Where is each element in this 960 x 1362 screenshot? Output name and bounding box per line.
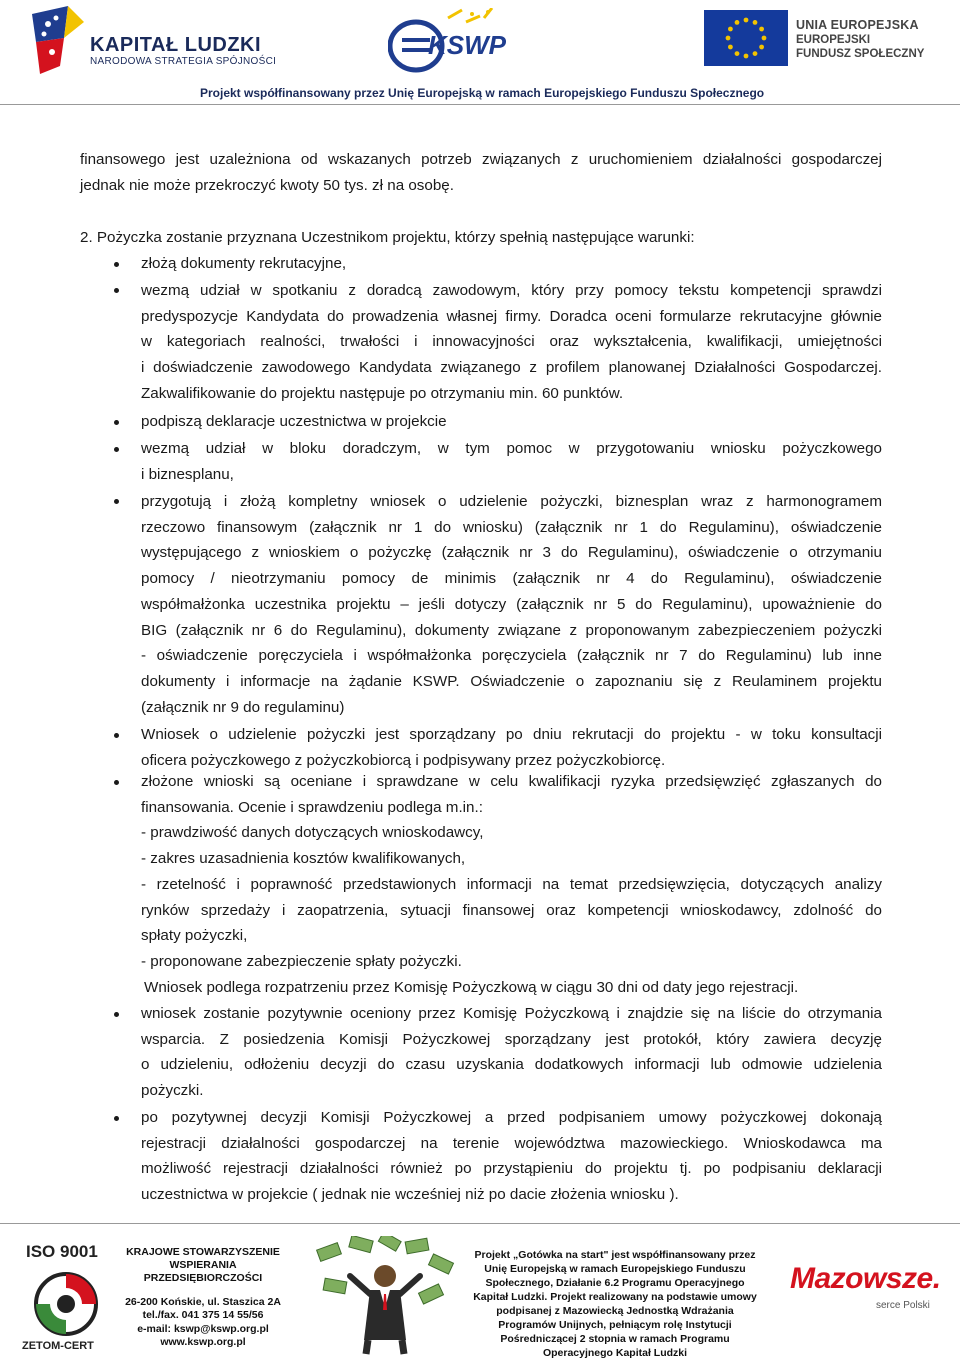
text-line: występującego z wnioskiem o pożyczkę (załącznik nr 3 do Regulaminu), oświadczenie o otrzymaniu xyxy=(141,544,882,562)
text-line: dokumenty i informacje na żądanie KSWP. Oświadczenie o zapoznaniu się z Reulaminem projektu xyxy=(141,672,882,690)
bullet-icon xyxy=(114,499,119,504)
text-line: Wniosek podlega rozpatrzeniu przez Komisję Pożyczkową w ciągu 30 dni od daty jego rejestracji. xyxy=(144,978,799,996)
zetom-emblem-icon xyxy=(28,1266,104,1338)
page-header xyxy=(0,0,960,108)
bullet-icon xyxy=(114,447,119,452)
eu-fund-line1: EUROPEJSKI xyxy=(796,34,871,46)
address-line: 26-200 Końskie, ul. Staszica 2A xyxy=(125,1296,281,1308)
mazowsze-tagline: serce Polski xyxy=(876,1300,930,1311)
point-2-heading xyxy=(80,225,882,251)
text-line: Wniosek o udzielenie pożyczki jest sporządzany po dniu rekrutacji do projektu - w toku konsultacji xyxy=(141,726,882,743)
bullet-icon xyxy=(114,780,119,785)
text-line: wsparcia. Z posiedzenia Komisji Pożyczkowej sporządzany jest protokół, który zawiera decyzję xyxy=(141,1030,882,1048)
eu-logo xyxy=(704,8,924,68)
text-line: złożą dokumenty rekrutacyjne, xyxy=(141,255,347,272)
text-line: predyspozycje Kandydata do prowadzenia własnej firmy. Doradca oceni formularze rekrutacyjne głównie xyxy=(141,307,882,325)
text-line: w kategoriach realności, trwałości i innowacyjności oraz wykształcenia, kwalifikacji, umiejętności xyxy=(141,333,882,351)
kapital-ludzki-subtitle: NARODOWA STRATEGIA SPÓJNOŚCI xyxy=(90,56,277,67)
project-line: Pośredniczącej 2 stopnia w ramach Programu xyxy=(500,1333,730,1345)
text-line: o udzieleniu, odłożeniu decyzji do czasu uzyskania dodatkowych informacji lub odmowie udzielenia xyxy=(141,1056,882,1074)
project-line: Projekt „Gotówka na start" jest współfinansowany przez xyxy=(474,1249,756,1261)
bullet-icon xyxy=(114,288,119,293)
footer-divider xyxy=(0,1223,960,1224)
money-rain-illustration xyxy=(310,1236,460,1356)
text-line: możliwość rejestracji działalności również po przystąpieniu do projektu tj. po podpisaniu deklaracji xyxy=(141,1160,882,1178)
condition-item-evaluation xyxy=(141,769,882,1000)
bullet-icon xyxy=(114,1012,119,1017)
condition-item-application xyxy=(141,489,882,720)
kswp-logo xyxy=(388,8,538,80)
mazowsze-name: Mazowsze. xyxy=(790,1262,941,1295)
condition-item-loan-application xyxy=(141,722,882,773)
text-line: podpiszą deklaracje uczestnictwa w projekcie xyxy=(141,413,447,430)
text-line: i biznesplanu, xyxy=(141,465,234,483)
condition-item-business-registration xyxy=(141,1105,882,1208)
org-line: WSPIERANIA xyxy=(169,1258,237,1271)
condition-item-documents xyxy=(141,251,882,277)
text-line: wniosek zostanie pozytywnie oceniony przez Komisję Pożyczkową i znajdzie się na liście do otrzymania xyxy=(141,1005,882,1022)
project-line: Kapitał Ludzki. Projekt realizowany na podstawie umowy xyxy=(473,1291,757,1303)
phone-line: tel./fax. 041 375 14 55/56 xyxy=(142,1309,264,1322)
org-line: PRZEDSIĘBIORCZOŚCI xyxy=(143,1271,263,1284)
eu-fund-line2: FUNDUSZ SPOŁECZNY xyxy=(796,48,925,60)
text-line: finansowego jest uzależniona od wskazanych potrzeb związanych z uruchomieniem działalności gospodarczej xyxy=(80,151,882,168)
text-line: współmałżonka uczestnika projektu – jeśli dotyczy (załącznik nr 5 do Regulaminu), upoważnienie do xyxy=(141,595,882,613)
bullet-icon xyxy=(114,733,119,738)
project-line: Operacyjnego Kapitał Ludzki xyxy=(542,1347,688,1359)
text-line: Zakwalifikowanie do projektu następuje po otrzymaniu min. 60 punktów. xyxy=(141,384,624,402)
bullet-icon xyxy=(114,262,119,267)
text-line: pożyczki. xyxy=(141,1082,204,1100)
project-line: Unię Europejską w ramach Europejskiego Funduszu xyxy=(484,1263,746,1275)
text-line: rejestracji działalności gospodarczej na terenie województwa mazowieckiego. Wnioskodawca ma xyxy=(141,1134,882,1152)
organization-contact xyxy=(118,1296,288,1350)
text-line: 2. Pożyczka zostanie przyznana Uczestnikom projektu, którzy spełnią następujące warunki: xyxy=(80,229,695,246)
text-line: rzeczowo finansowym (załącznik nr 1 do wniosku) (załącznik nr 1 do Regulaminu), oświadczenie xyxy=(141,518,882,536)
email-line: e-mail: kswp@kswp.org.pl xyxy=(137,1322,269,1335)
eu-flag-icon xyxy=(704,10,788,66)
text-line: BIG (załącznik nr 6 do Regulaminu), dokumenty związane z proponowanym zabezpieczeniem pożyczki xyxy=(141,621,882,639)
text-line: wezmą udział w spotkaniu z doradcą zawodowym, który przy pomocy tekstu kompetencji sprawdzi xyxy=(141,282,882,299)
cofinancing-text: Projekt współfinansowany przez Unię Europejską w ramach Europejskiego Funduszu Społecznego xyxy=(200,86,765,100)
condition-item-positive-review xyxy=(141,1001,882,1104)
bullet-icon xyxy=(114,1116,119,1121)
organization-name xyxy=(118,1246,288,1284)
text-line: finansowania. Ocenie i sprawdzeniu podlega m.in.: xyxy=(141,798,483,816)
iso-cert-name: ZETOM-CERT xyxy=(22,1340,94,1352)
header-divider xyxy=(0,104,960,105)
intro-paragraph xyxy=(80,147,882,198)
text-line: - oświadczenie poręczyciela i współmałżonka poręczyciela (załącznik nr 7 do Regulaminu) lub inne xyxy=(141,647,882,665)
text-line: rynków sprzedaży i zaopatrzenia, sytuacji finansowej oraz kompetencji wnioskodawcy, zdolność do xyxy=(141,901,882,919)
text-line: pomocy / nieotrzymaniu pomocy de minimis (załącznik nr 4 do Regulaminu), oświadczenie xyxy=(141,570,882,588)
text-line: i doświadczenie zawodowego Kandydata związanego z profilem planowanej Działalności Gospodarczej. xyxy=(141,359,882,377)
text-line: - zakres uzasadnienia kosztów kwalifikowanych, xyxy=(141,850,466,868)
text-line: uczestnictwa w projekcie ( jednak nie wcześniej niż po dacie złożenia wniosku ). xyxy=(141,1186,679,1204)
text-line: złożone wnioski są oceniane i sprawdzane w celu kwalifikacji ryzyka przedsięwzięć zgłaszanych do xyxy=(141,773,882,790)
project-line: podpisanej z Mazowiecką Jednostką Wdrażania xyxy=(496,1305,734,1317)
text-line: po pozytywnej decyzji Komisji Pożyczkowej a przed podpisaniem umowy pożyczkowej dokonają xyxy=(141,1109,882,1126)
condition-item-advisory-block xyxy=(141,436,882,487)
text-line: oficera pożyczkowego z pożyczkobiorcą i podpisywany przez pożyczkobiorcę. xyxy=(141,751,666,769)
text-line: (załącznik nr 9 do regulaminu) xyxy=(141,698,345,716)
mazowsze-logo xyxy=(790,1262,940,1322)
text-line: przygotują i złożą kompletny wniosek o udzielenie pożyczki, biznesplan wraz z harmonogramem xyxy=(141,493,882,510)
kapital-ludzki-emblem-icon xyxy=(28,4,88,76)
iso-title: ISO 9001 xyxy=(26,1242,98,1261)
condition-item-advisor-meeting xyxy=(141,278,882,407)
project-funding-note xyxy=(470,1248,760,1360)
iso-certificate-logo xyxy=(22,1242,110,1354)
eu-name: UNIA EUROPEJSKA xyxy=(796,18,919,32)
kapital-ludzki-name: KAPITAŁ LUDZKI xyxy=(90,34,262,56)
text-line: - proponowane zabezpieczenie spłaty pożyczki. xyxy=(141,952,462,970)
bullet-icon xyxy=(114,420,119,425)
kapital-ludzki-logo xyxy=(28,4,277,76)
text-line: - rzetelność i poprawność przedstawionych informacji na temat przedsięwzięcia, dotyczących analizy xyxy=(141,875,882,893)
kswp-name: KSWP xyxy=(428,30,506,60)
org-line: KRAJOWE STOWARZYSZENIE xyxy=(126,1246,280,1258)
project-line: Społecznego, Działanie 6.2 Programu Operacyjnego xyxy=(485,1277,745,1289)
project-line: Programów Unijnych, pełniącym rolę Instytucji xyxy=(498,1319,732,1331)
text-line: spłaty pożyczki, xyxy=(141,927,248,945)
text-line: wezmą udział w bloku doradczym, w tym pomoc w przygotowaniu wniosku pożyczkowego xyxy=(141,440,882,457)
text-line: jednak nie może przekroczyć kwoty 50 tys. zł na osobę. xyxy=(80,176,454,194)
condition-item-declaration xyxy=(141,409,882,435)
website-line: www.kswp.org.pl xyxy=(160,1336,246,1349)
text-line: - prawdziwość danych dotyczących wnioskodawcy, xyxy=(141,824,484,842)
